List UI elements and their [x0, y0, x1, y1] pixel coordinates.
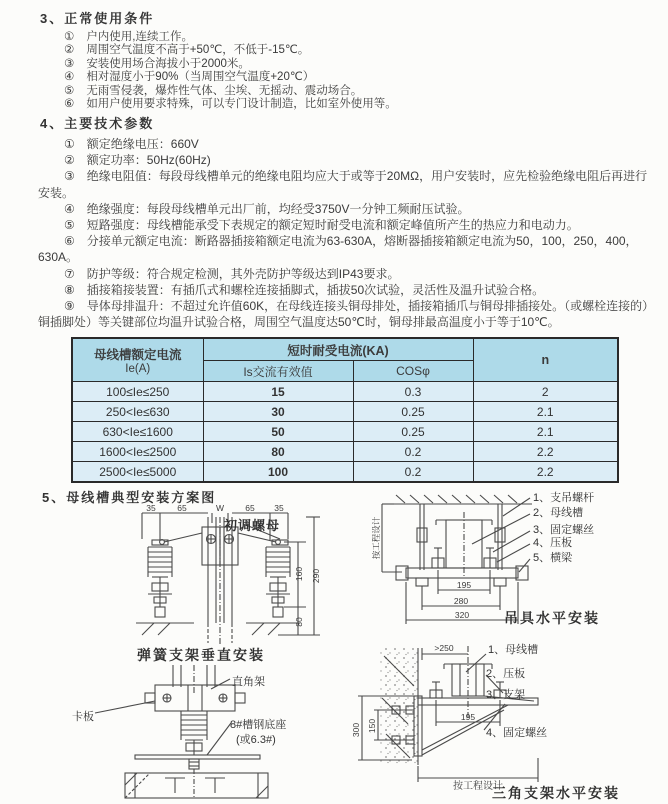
callout-list — [533, 492, 594, 565]
item-text: 无雨雪侵袭，爆炸性气体、尘埃、无摇动、震动场合。 — [86, 84, 363, 97]
col-header-is: Is交流有效值 — [203, 361, 353, 382]
cell-is: 100 — [203, 462, 353, 483]
col-header-sub: Ie(A) — [125, 363, 151, 375]
hanger-horizontal-diagram — [372, 490, 662, 642]
cell-n: 2 — [473, 382, 618, 402]
section-4-title: 4、主要技术参数 — [40, 116, 155, 131]
item-number: ④ — [64, 71, 75, 84]
dim-label: 290 — [311, 568, 321, 584]
list-item — [38, 58, 654, 71]
item-text: 绝缘电阻值：每段母线槽单元的绝缘电阻均应大于或等于20MΩ，用户安装时，应先检验绝缘电阻后再进行安装。 — [38, 169, 648, 200]
diagram-caption: 吊具水平安装 — [504, 610, 600, 626]
list-item — [38, 233, 654, 265]
item-text: 额定功率：50Hz(60Hz) — [86, 153, 211, 168]
col-header-title: 母线槽额定电流 — [93, 348, 182, 362]
item-text: 户内使用,连续工作。 — [86, 31, 194, 43]
item-number: ③ — [64, 57, 75, 70]
item-number: ② — [64, 153, 75, 168]
item-text: 额定绝缘电压：660V — [86, 137, 199, 151]
section-3-title: 3、正常使用条件 — [40, 11, 155, 26]
channel-base-label: 8#槽钢底座 — [230, 719, 287, 731]
dim-label: 320 — [454, 610, 470, 620]
item-text: 防护等级：符合规定检测，其外壳防护等级达到IP43要求。 — [86, 266, 400, 281]
channel-base-label-2: (或6.3#) — [236, 734, 276, 746]
dim-label: 280 — [453, 596, 469, 606]
item-number: ① — [64, 137, 75, 151]
cell-range: 250<Ie≤630 — [72, 402, 203, 422]
cell-cos: 0.25 — [353, 402, 473, 422]
callout-item: 2、母线槽 — [533, 507, 584, 519]
cell-n: 2.2 — [473, 442, 618, 462]
item-number: ⑦ — [64, 266, 75, 281]
list-item — [38, 168, 654, 200]
callout-item: 5、横梁 — [533, 552, 573, 564]
item-number: ① — [64, 31, 75, 43]
section-technical-parameters — [38, 113, 654, 330]
dim-label: 150 — [367, 718, 377, 734]
callout-item: 1、母线槽 — [488, 644, 539, 656]
section-5-title: 5、母线槽典型安装方案图 — [42, 490, 217, 505]
callout-item: 2、压板 — [486, 668, 526, 680]
list-item — [38, 298, 654, 330]
item-number: ② — [64, 44, 75, 57]
cell-range: 1600<Ie≤2500 — [72, 442, 203, 462]
callout-item: 4、压板 — [533, 537, 573, 549]
list-item — [38, 85, 654, 98]
cell-cos: 0.2 — [353, 462, 473, 483]
diagram-caption: 三角支架水平安装 — [492, 785, 620, 801]
dim-label: 80 — [294, 617, 304, 627]
cell-cos: 0.25 — [353, 422, 473, 442]
callout-item: 4、固定螺丝 — [486, 727, 548, 739]
cell-is: 50 — [203, 422, 353, 442]
list-item — [38, 98, 654, 111]
dim-label: 195 — [460, 712, 476, 722]
cell-is: 15 — [203, 382, 353, 402]
spring-hanger-diagram — [128, 503, 328, 653]
table-row — [72, 462, 618, 483]
item-number: ⑧ — [64, 282, 75, 297]
table-row — [72, 442, 618, 462]
dim-label: 195 — [456, 580, 472, 590]
cell-n: 2.1 — [473, 402, 618, 422]
item-text: 安装使用场合海拔小于2000米。 — [86, 57, 250, 70]
cell-n: 2.2 — [473, 462, 618, 483]
item-number: ⑤ — [64, 218, 75, 233]
callout-item: 3、固定螺丝 — [533, 524, 595, 536]
list-item — [38, 71, 654, 84]
cell-n: 2.1 — [473, 422, 618, 442]
cell-is: 80 — [203, 442, 353, 462]
list-item — [38, 152, 654, 168]
table-row — [72, 402, 618, 422]
triangle-bracket-diagram — [348, 638, 663, 804]
item-text: 周围空气温度不高于+50℃，不低于-15℃。 — [86, 44, 310, 57]
item-text: 短路强度：母线槽能承受下表规定的额定短时耐受电流和额定峰值所产生的热应力和电动力。 — [86, 218, 579, 233]
item-text: 分接单元额定电流：断路器插接箱额定电流为63-630A，熔断器插接箱额定电流为50，100，250，400，630A。 — [38, 234, 638, 265]
col-header-rated-current — [72, 338, 203, 382]
spring-vertical-drawing — [55, 665, 347, 804]
dim-label: 65 — [245, 503, 255, 513]
clamp-plate-label: 卡板 — [72, 711, 94, 723]
item-text: 绝缘强度：每段母线槽单元出厂前，均经受3750V一分钟工频耐压试验。 — [86, 201, 470, 216]
section-normal-conditions — [38, 8, 654, 111]
callout-item: 1、支吊螺杆 — [533, 492, 595, 504]
diagram-caption: 弹簧支架垂直安装 — [137, 647, 265, 663]
cell-range: 630<Ie≤1600 — [72, 422, 203, 442]
list-item — [38, 282, 654, 298]
rated-current-table-wrap — [71, 337, 619, 483]
dim-label: 160 — [294, 566, 304, 582]
list-item — [38, 31, 654, 44]
cell-range: 2500<Ie≤5000 — [72, 462, 203, 483]
cell-cos: 0.2 — [353, 442, 473, 462]
dim-label: 300 — [351, 722, 361, 738]
dim-label: 按工程设计 — [453, 781, 503, 792]
item-number: ⑨ — [64, 299, 75, 314]
dim-label: 35 — [146, 503, 156, 513]
item-text: 导体母排温升：不超过允许值60K，在母线连接头铜母排处，插接箱插爪与铜母排插接处。（或螺栓连接的）铜插脚处）等关键部位均温升试验合格，周围空气温度达50℃时，铜母排最高温度小于等于10℃。 — [38, 299, 649, 330]
table-row — [72, 382, 618, 402]
list-item — [38, 136, 654, 152]
rated-current-table — [71, 337, 619, 483]
adjust-nut-label: 初调螺母 — [224, 518, 281, 533]
item-number: ⑤ — [64, 84, 75, 97]
cell-range: 100≤Ie≤250 — [72, 382, 203, 402]
cell-cos: 0.3 — [353, 382, 473, 402]
col-header-cos: COSφ — [353, 361, 473, 382]
item-text: 相对湿度小于90%（当周围空气温度+20℃） — [86, 71, 315, 84]
dim-label: 65 — [177, 503, 187, 513]
item-number: ⑥ — [64, 98, 75, 111]
col-header-n: n — [473, 338, 618, 382]
dim-label: >250 — [434, 643, 454, 653]
dim-label: W — [215, 503, 225, 513]
col-group-short-time-current: 短时耐受电流(KA) — [203, 338, 473, 361]
item-number: ⑥ — [64, 234, 75, 249]
list-item — [38, 266, 654, 282]
spring-vertical-diagram — [55, 645, 347, 804]
callout-item: 3、支架 — [486, 689, 526, 701]
list-item — [38, 44, 654, 57]
item-number: ④ — [64, 201, 75, 216]
list-item — [38, 217, 654, 233]
callout-list — [488, 644, 547, 740]
item-text: 插接箱接装置：有插爪式和螺栓连接插脚式，插拔50次试验，灵活性及温升试验合格。 — [86, 282, 545, 297]
dim-label: 按工程设计 — [372, 516, 381, 560]
item-number: ③ — [64, 169, 75, 184]
cell-is: 30 — [203, 402, 353, 422]
dim-label: 35 — [274, 503, 284, 513]
table-row — [72, 422, 618, 442]
right-angle-bracket-label: 直角架 — [232, 676, 265, 688]
item-text: 如用户使用要求特殊，可以专门设计制造，比如室外使用等。 — [86, 98, 397, 111]
list-item — [38, 201, 654, 217]
